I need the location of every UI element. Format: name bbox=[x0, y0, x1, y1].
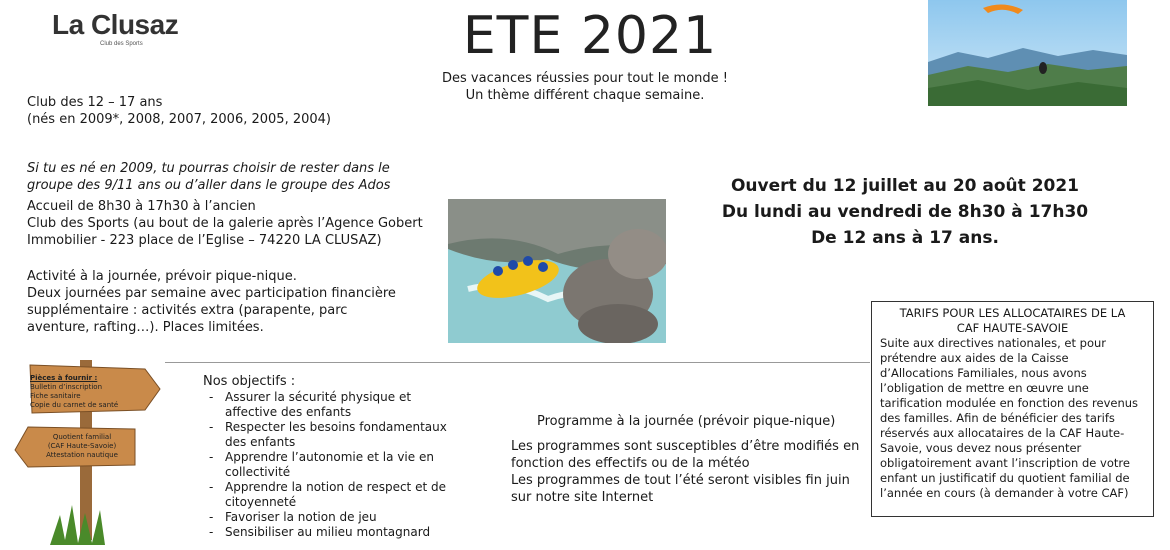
club-age: Club des 12 – 17 ans bbox=[27, 95, 163, 110]
signpost bbox=[10, 355, 170, 545]
programme-text bbox=[511, 438, 866, 506]
tagline-line: Des vacances réussies pour tout le monde ! bbox=[442, 71, 728, 86]
tagline-line: Un thème différent chaque semaine. bbox=[465, 88, 705, 103]
accueil-info bbox=[27, 198, 437, 249]
page-title: ETE 2021 bbox=[462, 6, 718, 66]
quotient-line: Attestation nautique bbox=[46, 451, 118, 459]
objective-item: - Respecter les besoins fondamentaux des enfants bbox=[223, 420, 463, 450]
activite-line: Activité à la journée, prévoir pique-nique. bbox=[27, 269, 297, 284]
caf-tariffs-box bbox=[871, 301, 1154, 517]
objective-item: - Assurer la sécurité physique et affective des enfants bbox=[223, 390, 463, 420]
objective-item: - Apprendre l’autonomie et la vie en collectivité bbox=[223, 450, 463, 480]
programme-line: fonction des effectifs ou de la météo bbox=[511, 456, 750, 471]
note-line: Si tu es né en 2009, tu pourras choisir de rester dans le bbox=[27, 161, 390, 176]
club-info bbox=[27, 94, 367, 128]
quotient-block bbox=[32, 433, 132, 460]
quotient-line: (CAF Haute-Savoie) bbox=[47, 442, 117, 450]
opening-ages: De 12 ans à 17 ans. bbox=[811, 228, 999, 248]
activite-line: supplémentaire : activités extra (parapente, parc bbox=[27, 303, 348, 318]
logo-subtitle: Club des Sports bbox=[100, 41, 143, 47]
pieces-block bbox=[30, 374, 150, 410]
piece-item: Bulletin d’inscription bbox=[30, 383, 103, 391]
piece-item: Copie du carnet de santé bbox=[30, 401, 119, 409]
objectives-list bbox=[207, 390, 463, 540]
accueil-line: Accueil de 8h30 à 17h30 à l’ancien bbox=[27, 199, 256, 214]
programme-title: Programme à la journée (prévoir pique-nique) bbox=[537, 414, 836, 429]
club-logo bbox=[52, 10, 202, 48]
accueil-line: Club des Sports (au bout de la galerie après l’Agence Gobert bbox=[27, 216, 423, 231]
piece-item: Fiche sanitaire bbox=[30, 392, 81, 400]
club-birth-years: (nés en 2009*, 2008, 2007, 2006, 2005, 2004) bbox=[27, 112, 331, 127]
accueil-line: Immobilier - 223 place de l’Eglise – 74220 LA CLUSAZ) bbox=[27, 233, 382, 248]
pieces-title: Pièces à fournir : bbox=[30, 374, 98, 382]
note-2009 bbox=[27, 160, 407, 194]
programme-line: Les programmes sont susceptibles d’être modifiés en bbox=[511, 439, 860, 454]
activite-line: aventure, rafting…). Places limitées. bbox=[27, 320, 264, 335]
objectives-title: Nos objectifs : bbox=[203, 374, 296, 389]
tagline bbox=[400, 70, 770, 104]
caf-title: TARIFS POUR LES ALLOCATAIRES DE LA CAF HAUTE-SAVOIE bbox=[899, 306, 1126, 335]
activite-line: Deux journées par semaine avec participation financière bbox=[27, 286, 396, 301]
divider bbox=[165, 362, 870, 363]
opening-info bbox=[690, 173, 1120, 251]
quotient-line: Quotient familial bbox=[52, 433, 112, 441]
caf-body: Suite aux directives nationales, et pour prétendre aux aides de la Caisse d’Allocations Familiales, nous avons l’obligation de mettre en œuvre une tarification modulée en fonction des revenus des familles. Afin de bénéficier des tarifs réservés aux allocataires de la CAF Haute- Savoie, vous devez nous présenter obligatoirement avant l’inscription de votre enfant un justificatif du quotient familial de l’année en cours (à demander à votre CAF) bbox=[880, 336, 1139, 500]
opening-dates: Ouvert du 12 juillet au 20 août 2021 bbox=[730, 176, 1080, 196]
objective-item: - Apprendre la notion de respect et de citoyenneté bbox=[223, 480, 463, 510]
logo-name: La Clusaz bbox=[52, 9, 179, 40]
objectives-section bbox=[203, 373, 463, 540]
objective-item: - Favoriser la notion de jeu bbox=[223, 510, 463, 525]
programme-line: Les programmes de tout l’été seront visibles fin juin bbox=[511, 473, 850, 488]
objective-item: - Sensibiliser au milieu montagnard bbox=[223, 525, 463, 540]
note-line: groupe des 9/11 ans ou d’aller dans le groupe des Ados bbox=[27, 178, 391, 193]
rafting-photo bbox=[448, 199, 666, 343]
paragliding-photo bbox=[928, 0, 1127, 106]
programme-line: sur notre site Internet bbox=[511, 490, 654, 505]
activite-info bbox=[27, 268, 437, 336]
opening-hours: Du lundi au vendredi de 8h30 à 17h30 bbox=[721, 202, 1089, 222]
